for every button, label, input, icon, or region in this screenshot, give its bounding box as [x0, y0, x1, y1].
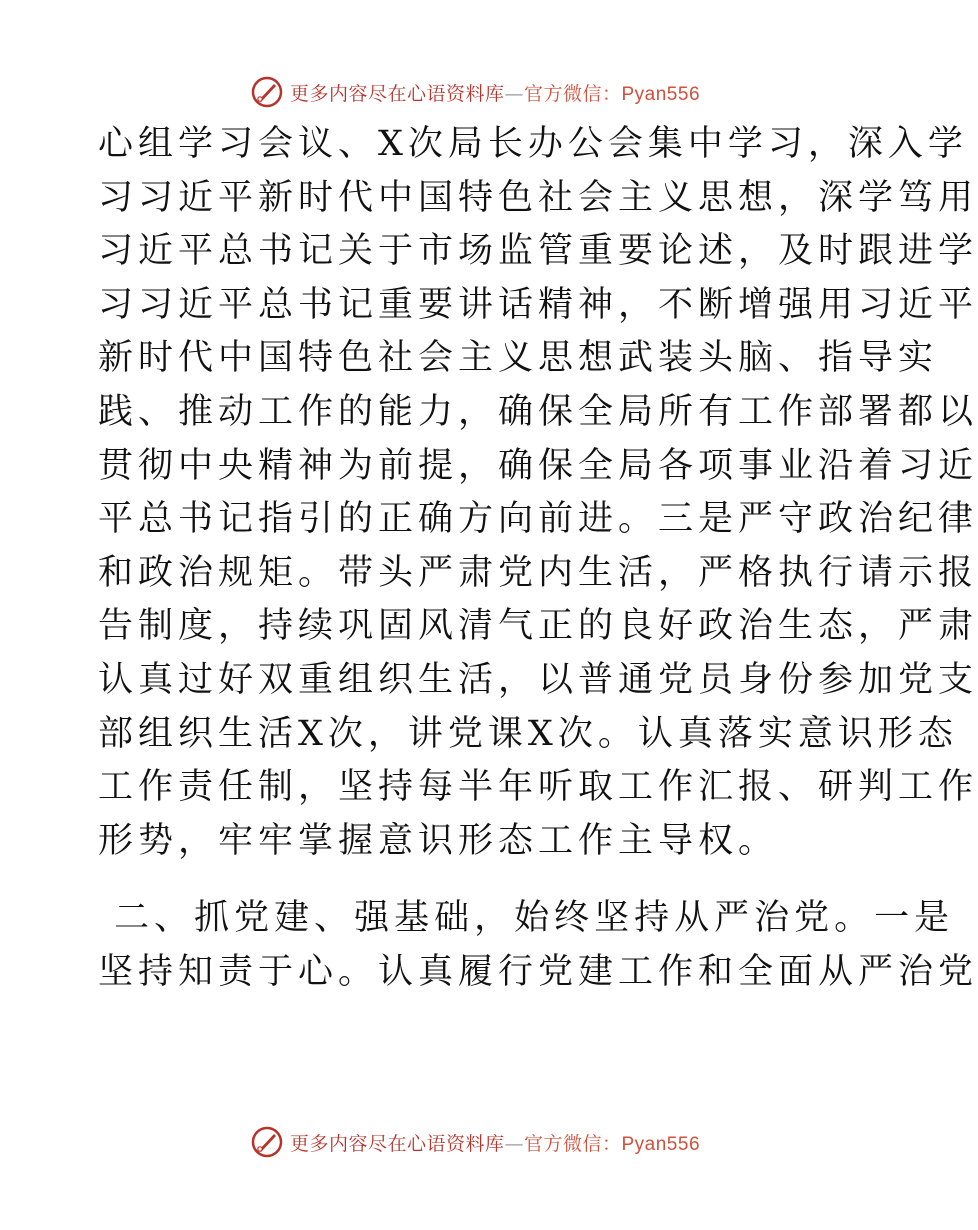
- text-line: 平总书记指引的正确方向前进。三是严守政治纪律: [98, 499, 978, 540]
- text-line: 告制度，持续巩固风清气正的良好政治生态，严肃: [98, 606, 978, 647]
- footer-watermark: [0, 1122, 950, 1162]
- text-line: 贯彻中央精神为前提，确保全局各项事业沿着习近: [98, 445, 978, 486]
- text-line: 心组学习会议、X次局长办公会集中学习，深入学: [98, 124, 968, 164]
- text-line: 部组织生活X次，讲党课X次。认真落实意识形态: [98, 713, 958, 754]
- text-line: 坚持知责于心。认真履行党建工作和全面从严治党: [98, 951, 978, 992]
- text-line: 形势，牢牢掌握意识形态工作主导权。: [98, 820, 779, 861]
- watermark-brand: 更多内容尽在心语资料库: [289, 82, 505, 105]
- paragraph-1: [98, 118, 978, 868]
- text-line: 新时代中国特色社会主义思想武装头脑、指导实: [98, 338, 939, 379]
- text-line: 习习近平总书记重要讲话精神，不断增强用习近平: [98, 284, 978, 325]
- watermark-text: [290, 1129, 700, 1156]
- watermark-separator: —: [504, 1132, 524, 1155]
- text-line: 习近平总书记关于市场监管重要论述，及时跟进学: [98, 231, 978, 272]
- text-line: 习习近平新时代中国特色社会主义思想，深学笃用: [98, 177, 978, 218]
- text-line: 和政治规矩。带头严肃党内生活，严格执行请示报: [98, 552, 978, 593]
- watermark-contact: 官方微信：Pyan556: [524, 1133, 701, 1155]
- paragraph-spacer: [98, 868, 858, 892]
- watermark-text: [290, 79, 700, 106]
- watermark-brand: 更多内容尽在心语资料库: [289, 1132, 505, 1155]
- quill-logo-icon: [250, 1125, 284, 1159]
- text-line: 二、抓党建、强基础，始终坚持从严治党。一是: [98, 898, 955, 939]
- paragraph-2: [98, 892, 978, 999]
- document-body: [98, 118, 978, 1000]
- header-watermark: [0, 72, 950, 112]
- watermark-contact: 官方微信：Pyan556: [524, 83, 701, 105]
- text-line: 践、推动工作的能力，确保全局所有工作部署都以: [98, 391, 978, 432]
- text-line: 认真过好双重组织生活，以普通党员身份参加党支: [98, 659, 978, 700]
- text-line: 工作责任制，坚持每半年听取工作汇报、研判工作: [98, 767, 978, 808]
- quill-logo-icon: [250, 75, 284, 109]
- watermark-separator: —: [504, 82, 524, 105]
